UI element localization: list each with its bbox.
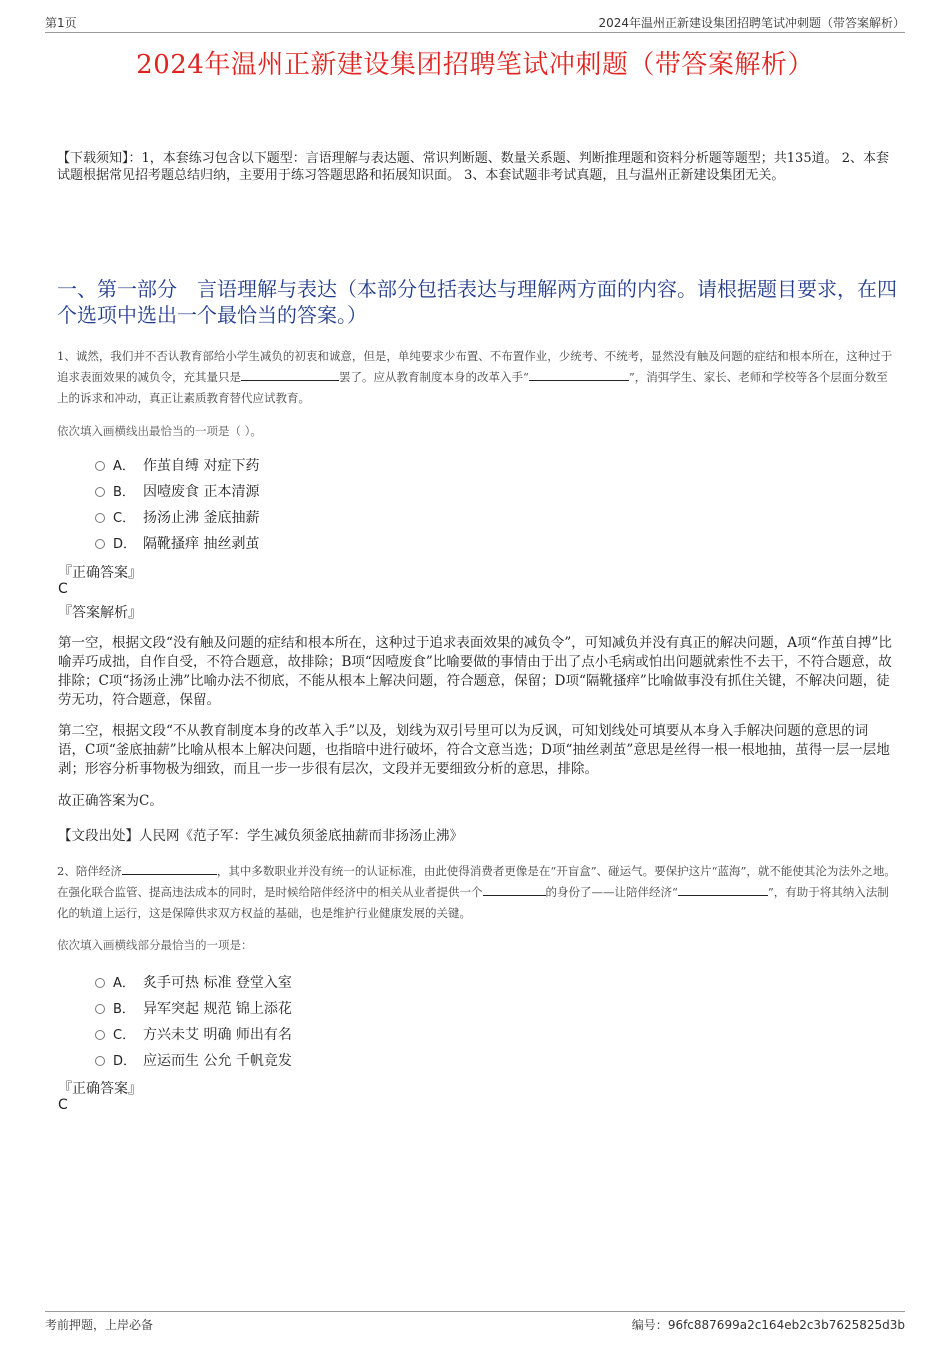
header-doc-title: 2024年温州正新建设集团招聘笔试冲刺题（带答案解析） <box>598 16 905 30</box>
page-header <box>45 14 905 33</box>
section-title: 一、第一部分 言语理解与表达（本部分包括表达与理解两方面的内容。请根据题目要求，在四个选项中选出一个最恰当的答案。） <box>57 277 897 327</box>
option-d[interactable]: D． 隔靴搔痒 抽丝剥茧 <box>95 531 259 557</box>
download-notice: 【下载须知】：1，本套练习包含以下题型：言语理解与表达题、常识判断题、数量关系题、判断推理题和资料分析题等题型；共135道。 2、本套试题根据常见招考题总结归纳，主要用于练习答题思路和拓展知识面。 3、本套试题非考试真题，且与温州正新建设集团无关。 <box>57 151 889 183</box>
radio-icon[interactable] <box>95 1056 105 1066</box>
question-1-prompt: 依次填入画横线出最恰当的一项是（ ）。 <box>57 424 262 438</box>
radio-icon[interactable] <box>95 1030 105 1040</box>
answer-blank <box>241 368 339 381</box>
correct-answer-label: 『正确答案』 <box>58 1081 142 1097</box>
question-2-options <box>95 970 292 1074</box>
correct-answer: C <box>58 1097 68 1113</box>
analysis-paragraph-1: 第一空，根据文段“没有触及问题的症结和根本所在，这种过于追求表面效果的减负令”，可知减负并没有真正的解决问题，A项“作茧自搏”比喻弄巧成拙，自作自受，不符合题意，故排除；B项“因噎废食”比喻要做的事情由于出了点小毛病或怕出问题就索性不去干，不符合题意，故排除；C项“扬汤止沸”比喻办法不彻底，不能从根本上解决问题，符合题意，保留；D项“隔靴搔痒”比喻做事没有抓住关键，不解决问题，徒劳无功，符合题意，保留。 <box>58 635 892 708</box>
option-d[interactable]: D． 应运而生 公允 千帆竞发 <box>95 1048 292 1074</box>
document-title: 2024年温州正新建设集团招聘笔试冲刺题（带答案解析） <box>136 50 814 80</box>
page-number: 第1页 <box>45 16 77 30</box>
radio-icon[interactable] <box>95 978 105 988</box>
radio-icon[interactable] <box>95 513 105 523</box>
radio-icon[interactable] <box>95 1004 105 1014</box>
answer-blank <box>483 883 546 896</box>
analysis-label: 『答案解析』 <box>58 605 142 621</box>
option-a[interactable]: A． 作茧自缚 对症下药 <box>95 453 259 479</box>
answer-blank <box>122 862 217 875</box>
radio-icon[interactable] <box>95 461 105 471</box>
analysis-conclusion: 故正确答案为C。 <box>58 793 163 809</box>
footer-slogan: 考前押题，上岸必备 <box>45 1318 154 1332</box>
document-code: 编号：96fc887699a2c164eb2c3b7625825d3b <box>631 1318 905 1332</box>
option-a[interactable]: A． 炙手可热 标准 登堂入室 <box>95 970 292 996</box>
radio-icon[interactable] <box>95 539 105 549</box>
question-2-prompt: 依次填入画横线部分最恰当的一项是： <box>57 938 253 952</box>
correct-answer: C <box>58 581 68 597</box>
question-1-text: 1、诚然，我们并不否认教育部给小学生减负的初衷和诚意，但是，单纯要求少布置、不布置作业，少统考、不统考，显然没有触及问题的症结和根本所在，这种过于追求表面效果的减负令，充其量只是 罢了。应从教育制度本身的改革入手“ ”，消弭学生、家长、老师和学校等各个层面分数至上的诉求和冲动，真正让素质教育替代应试教育。 <box>57 349 893 405</box>
option-b[interactable]: B． 因噎废食 正本清源 <box>95 479 259 505</box>
option-c[interactable]: C． 扬汤止沸 釜底抽薪 <box>95 505 259 531</box>
page-footer <box>45 1311 905 1332</box>
question-1-options <box>95 453 259 557</box>
answer-blank <box>529 368 629 381</box>
answer-blank <box>678 883 768 896</box>
radio-icon[interactable] <box>95 487 105 497</box>
option-c[interactable]: C． 方兴未艾 明确 师出有名 <box>95 1022 292 1048</box>
analysis-paragraph-2: 第二空，根据文段“不从教育制度本身的改革入手”以及，划线为双引号里可以为反讽，可知划线处可填要从本身入手解决问题的意思的词语，C项“釜底抽薪”比喻从根本上解决问题，也指暗中进行破坏，符合文意当选；D项“抽丝剥茧”意思是丝得一根一根地抽，茧得一层一层地剥；形容分析事物极为细致，而且一步一步很有层次，文段并无要细致分析的意思，排除。 <box>58 723 890 777</box>
question-2-text: 2、陪伴经济 ，其中多数职业并没有统一的认证标准，由此使得消费者更像是在“开盲盒”、碰运气。要保护这片“蓝海”，就不能使其沦为法外之地。在强化联合监管、提高违法成本的同时，是时候给陪伴经济中的相关从业者提供一个 的身份了——让陪伴经济“ ”，有助于将其纳入法制化的轨道上运行，这是保障供求双方权益的基础，也是维护行业健康发展的关键。 <box>57 864 896 920</box>
source-citation: 【文段出处】人民网《范子军：学生减负须釜底抽薪而非扬汤止沸》 <box>58 828 463 844</box>
correct-answer-label: 『正确答案』 <box>58 565 142 581</box>
option-b[interactable]: B． 异军突起 规范 锦上添花 <box>95 996 292 1022</box>
